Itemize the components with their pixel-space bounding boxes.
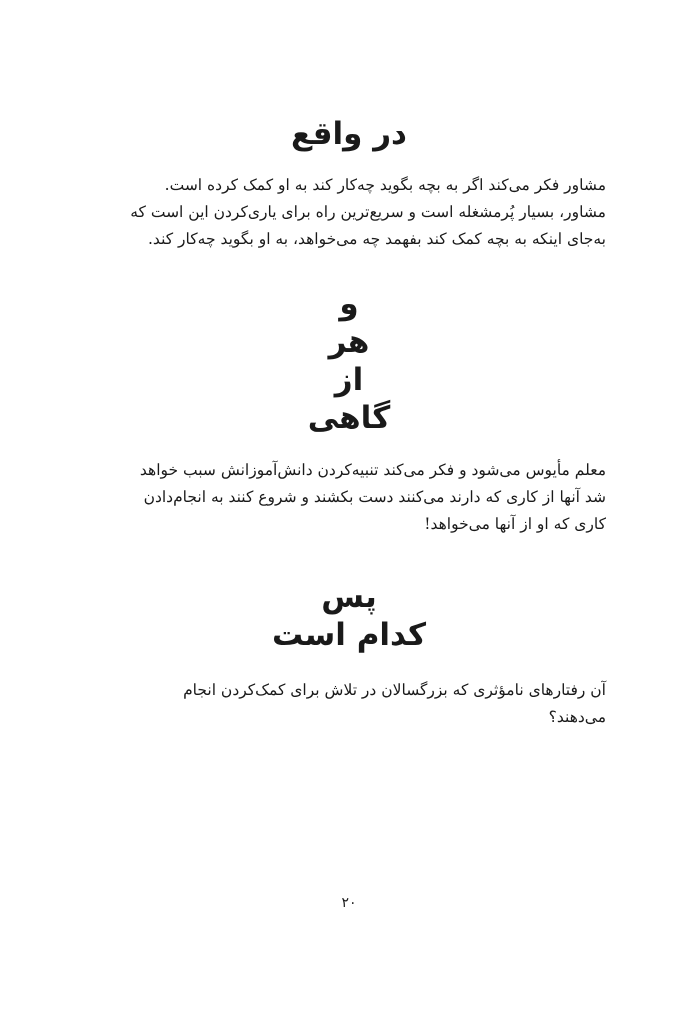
paragraph-line: شد آنها از کاری که دارند می‌کنند دست بکشند و شروع کنند به انجام‌دادن <box>143 488 606 506</box>
heading-line: گاهی <box>307 400 391 436</box>
paragraph-line: کاری که او از آنها می‌خواهد! <box>424 515 606 533</box>
paragraph-line: مشاور، بسیار پُرمشغله است و سریع‌ترین راه برای یاری‌کردن این است که <box>130 203 606 221</box>
heading-line: در واقع <box>291 116 407 152</box>
heading-and-sometimes <box>0 285 698 437</box>
heading-line: از <box>334 362 364 398</box>
heading-line: پس <box>321 579 377 615</box>
paragraph-line: می‌دهند؟ <box>548 708 606 726</box>
heading-in-fact <box>0 115 698 153</box>
paragraph-line: مشاور فکر می‌کند اگر به بچه بگوید چه‌کار کند به او کمک کرده است. <box>164 176 606 194</box>
heading-line: و <box>339 286 359 322</box>
heading-so-which <box>0 578 698 654</box>
paragraph-line: به‌جای اینکه به بچه کمک کند بفهمد چه می‌خواهد، به او بگوید چه‌کار کند. <box>148 230 606 248</box>
paragraph-counselor <box>94 172 606 253</box>
paragraph-line: آن رفتارهای نامؤثری که بزرگسالان در تلاش برای کمک‌کردن انجام <box>183 681 606 699</box>
paragraph-line: معلم مأیوس می‌شود و فکر می‌کند تنبیه‌کردن دانش‌آموزانش سبب خواهد <box>139 461 606 479</box>
heading-line: هر <box>328 324 370 360</box>
paragraph-teacher <box>94 457 606 538</box>
heading-line: کدام است <box>271 617 426 653</box>
paragraph-question <box>94 677 606 731</box>
page-number: ۲۰ <box>341 895 357 911</box>
